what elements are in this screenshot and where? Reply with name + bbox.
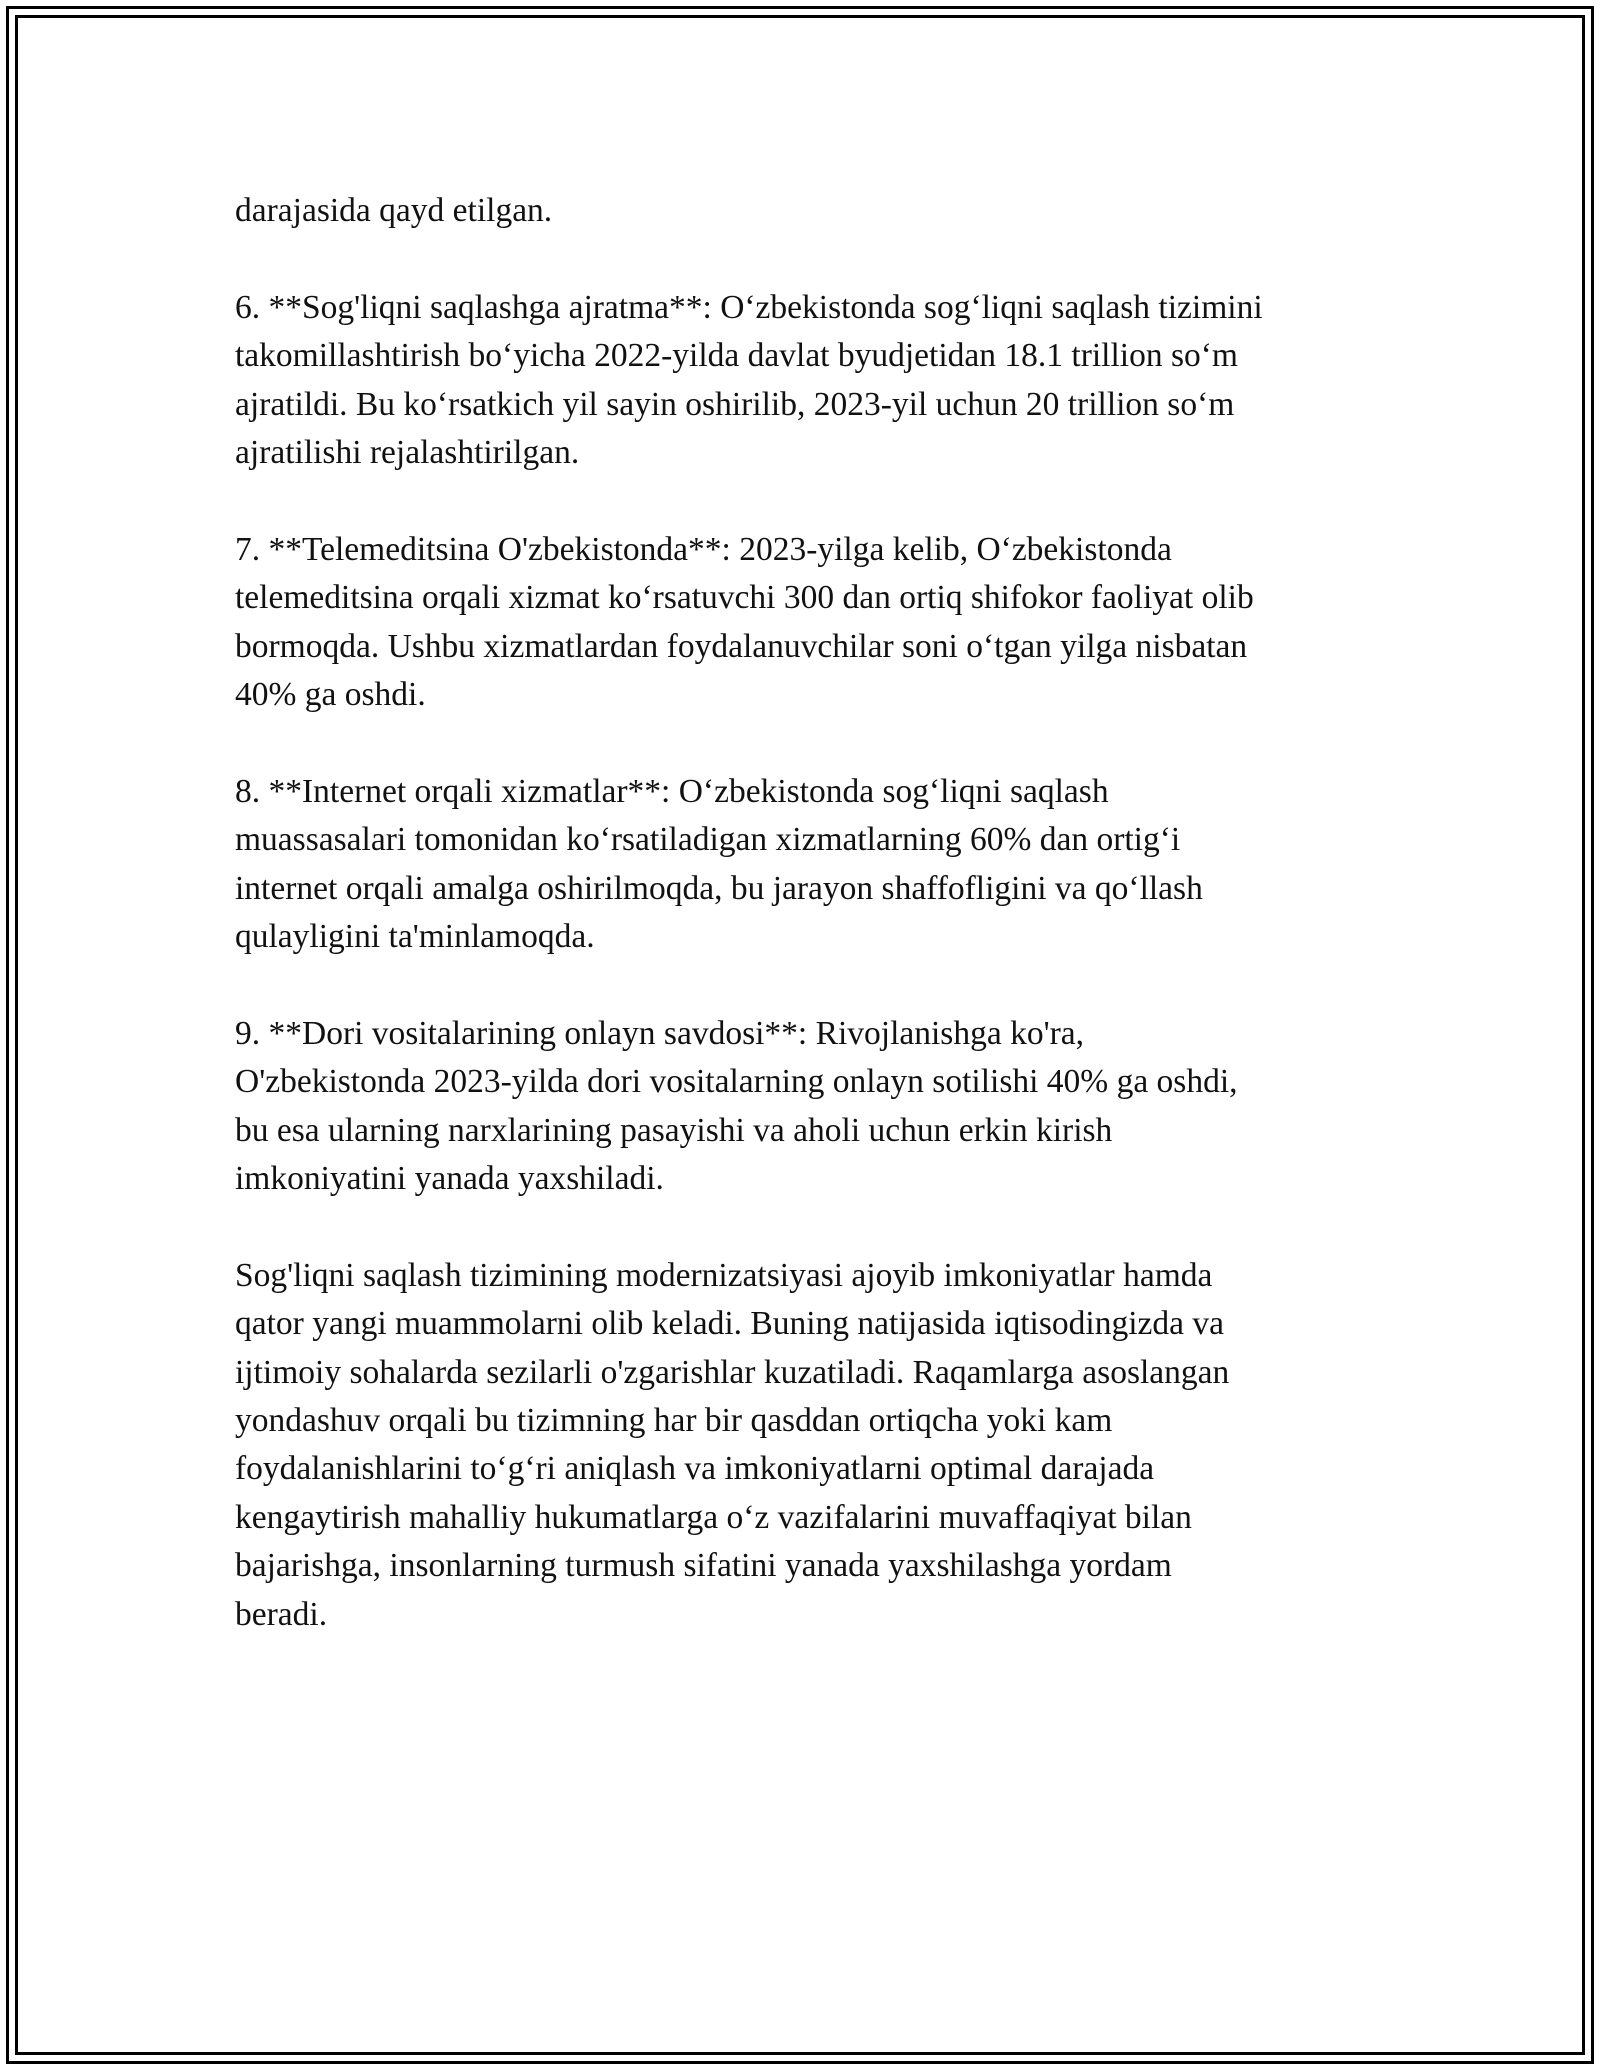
paragraph-item-7-telemedicine: 7. **Telemeditsina O'zbekistonda**: 2023-yilga kelib, O‘zbekistonda telemeditsina orqali xizmat ko‘rsatuvchi 300 dan ortiq shifokor faoliyat olib bormoqda. Ushbu xizmatlardan foydalanuvchilar soni o‘tgan yilga nisbatan 40% ga oshdi. bbox=[235, 530, 1254, 714]
paragraph-continuation: darajasida qayd etilgan. bbox=[235, 192, 553, 229]
document-body bbox=[235, 187, 1385, 1688]
paragraph-item-8-internet-services: 8. **Internet orqali xizmatlar**: O‘zbekistonda sog‘liqni saqlash muassasalari tomonidan ko‘rsatiladigan xizmatlarning 60% dan ortig‘i internet orqali amalga oshirilmoqda, bu jarayon shaffofligini va qo‘llash qulayligini ta'minlamoqda. bbox=[235, 772, 1203, 956]
paragraph-conclusion: Sog'liqni saqlash tizimining modernizatsiyasi ajoyib imkoniyatlar hamda qator yangi muammolarni olib keladi. Buning natijasida iqtisodingizda va ijtimoiy sohalarda sezilarli o'zgarishlar kuzatiladi. Raqamlarga asoslangan yondashuv orqali bu tizimning har bir qasddan ortiqcha yoki kam foydalanishlarini to‘g‘ri aniqlash va imkoniyatlarni optimal darajada kengaytirish mahalliy hukumatlarga o‘z vazifalarini muvaffaqiyat bilan bajarishga, insonlarning turmush sifatini yanada yaxshilashga yordam beradi. bbox=[235, 1256, 1230, 1633]
paragraph-item-6-healthcare-funding: 6. **Sog'liqni saqlashga ajratma**: O‘zbekistonda sog‘liqni saqlash tizimini takomillashtirish bo‘yicha 2022-yilda davlat byudjetidan 18.1 trillion so‘m ajratildi. Bu ko‘rsatkich yil sayin oshirilib, 2023-yil uchun 20 trillion so‘m ajratilishi rejalashtirilgan. bbox=[235, 288, 1263, 472]
paragraph-item-9-online-pharmacy: 9. **Dori vositalarining onlayn savdosi**: Rivojlanishga ko'ra, O'zbekistonda 2023-yilda dori vositalarning onlayn sotilishi 40% ga oshdi, bu esa ularning narxlarining pasayishi va aholi uchun erkin kirish imkoniyatini yanada yaxshiladi. bbox=[235, 1014, 1238, 1198]
